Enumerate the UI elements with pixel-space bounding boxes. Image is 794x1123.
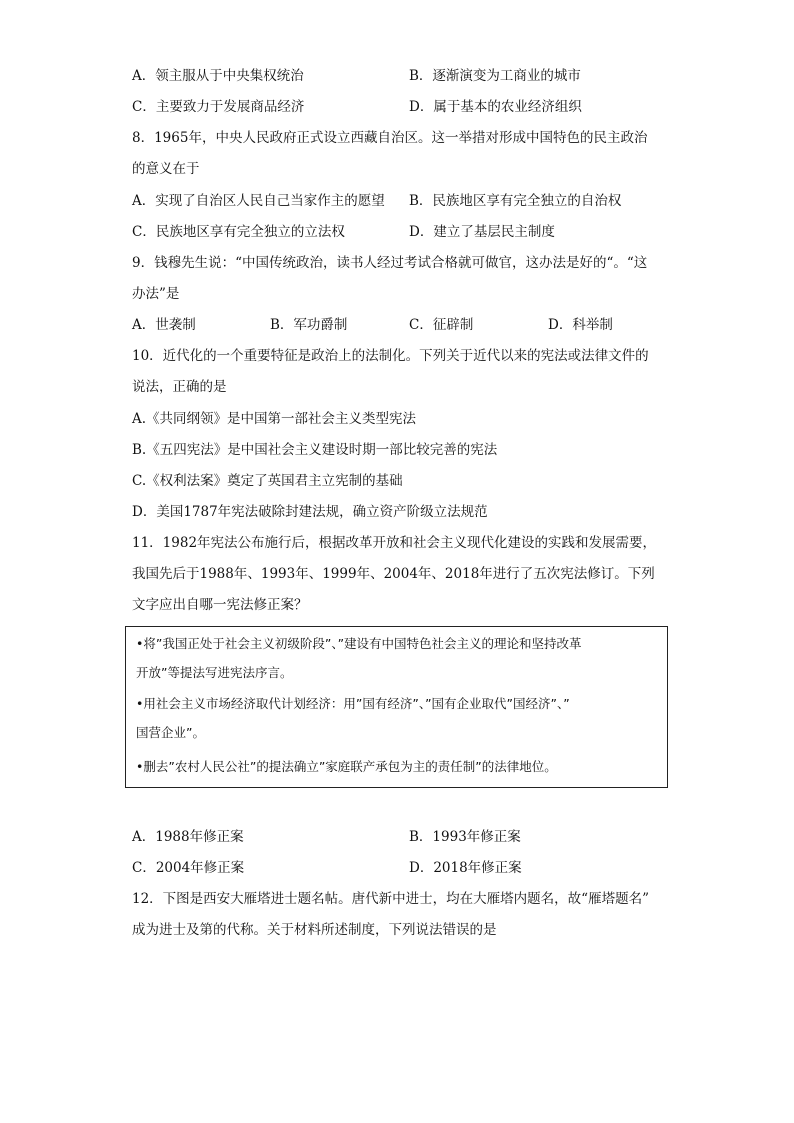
q9-option-d: D．科举制 (548, 317, 613, 333)
q12-stem-line1: 12．下图是西安大雁塔进士题名帖。唐代新中进士，均在大雁塔内题名，故“雁塔题名” (132, 891, 649, 907)
q9-option-c: C．征辟制 (409, 317, 474, 333)
q11-box-line4: 国营企业”。 (136, 725, 205, 740)
q8-stem-line2: 的意义在于 (132, 161, 200, 177)
q11-box-line5: •删去”农村人民公社”的提法确立”家庭联产承包为主的责任制”的法律地位。 (136, 759, 557, 774)
q8-option-c: C．民族地区享有完全独立的立法权 (132, 224, 345, 240)
q10-stem-line1: 10．近代化的一个重要特征是政治上的法制化。下列关于近代以来的宪法或法律文件的 (132, 348, 649, 364)
q9-option-a: A．世袭制 (132, 317, 196, 333)
q11-option-a: A．1988年修正案 (132, 829, 244, 845)
q10-option-a: A.《共同纲领》是中国第一部社会主义类型宪法 (132, 411, 417, 427)
q11-option-d: D．2018年修正案 (409, 860, 522, 876)
q11-stem-line2: 我国先后于1988年、1993年、1999年、2004年、2018年进行了五次宪法修订。下列 (132, 566, 655, 582)
q10-option-c: C.《权利法案》奠定了英国君主立宪制的基础 (132, 473, 403, 489)
q11-option-c: C．2004年修正案 (132, 860, 245, 876)
q9-stem-line1: 9．钱穆先生说：“中国传统政治，读书人经过考试合格就可做官，这办法是好的“。“这 (132, 255, 648, 271)
q11-box-line1: •将”我国正处于社会主义初级阶段”、”建设有中国特色社会主义的理论和坚持改革 (136, 636, 582, 651)
q12-stem-line2: 成为进士及第的代称。关于材料所述制度，下列说法错误的是 (132, 922, 497, 938)
q7-option-b: B．逐渐演变为工商业的城市 (409, 68, 581, 84)
q11-stem-line3: 文字应出自哪一宪法修正案？ (132, 597, 308, 613)
q11-material-box (125, 626, 668, 788)
q10-stem-line2: 说法，正确的是 (132, 379, 227, 395)
q8-option-a: A．实现了自治区人民自己当家作主的愿望 (132, 193, 385, 209)
q8-option-b: B．民族地区享有完全独立的自治权 (409, 193, 622, 209)
q11-box-line3: •用社会主义市场经济取代计划经济：用”国有经济”、”国有企业取代”国经济”、” (136, 696, 570, 711)
q9-stem-line2: 办法”是 (132, 286, 180, 302)
q9-option-b: B．军功爵制 (270, 317, 348, 333)
q7-option-c: C．主要致力于发展商品经济 (132, 99, 305, 115)
q11-option-b: B．1993年修正案 (409, 829, 521, 845)
q10-option-d: D．美国1787年宪法破除封建法规，确立资产阶级立法规范 (132, 504, 488, 520)
q7-option-d: D．属于基本的农业经济组织 (409, 99, 582, 115)
q8-option-d: D．建立了基层民主制度 (409, 224, 555, 240)
q11-box-line2: 开放”等提法写进宪法序言。 (136, 665, 293, 680)
q10-option-b: B.《五四宪法》是中国社会主义建设时期一部比较完善的宪法 (132, 442, 498, 458)
q7-option-a: A．领主服从于中央集权统治 (132, 68, 304, 84)
q8-stem-line1: 8．1965年，中央人民政府正式设立西藏自治区。这一举措对形成中国特色的民主政治 (132, 130, 648, 146)
q11-stem-line1: 11．1982年宪法公布施行后，根据改革开放和社会主义现代化建设的实践和发展需要， (132, 535, 657, 551)
